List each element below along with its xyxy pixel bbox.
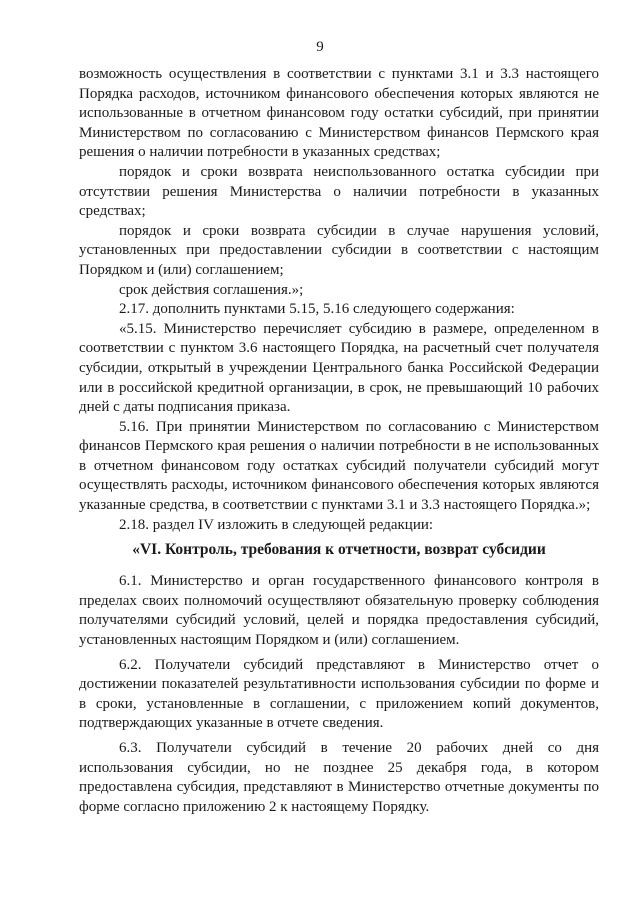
paragraph-continuation: возможность осуществления в соответствии с пунктами 3.1 и 3.3 настоящего Порядка расходов, источником финансового обеспечения которых являются не использованные в отчетном финансовом году остатки субсидий, при принятии Министерством по согласованию с Министерством финансов Пермского края решения о наличии потребности в указанных средствах; [79,66,599,161]
paragraph-clause-6-1: 6.1. Министерство и орган государственного финансового контроля в пределах своих полномочий осуществляют обязательную проверку соблюдения получателями субсидий условий, целей и порядка предоставления субсидий, установленных настоящим Порядком и (или) соглашением. [79,573,599,649]
paragraph-clause-5-16: 5.16. При принятии Министерством по согласованию с Министерством финансов Пермского края решения о наличии потребности в не использованных в отчетном финансовом году остатках субсидий получатели субсидий могут осуществлять расходы, источником финансового обеспечения которых являются указанные средства, в соответствии с пунктами 3.1 и 3.3 настоящего Порядка.»; [79,418,599,514]
paragraph-agreement-term: срок действия соглашения.»; [119,281,304,298]
document-body [79,65,599,817]
paragraph-clause-5-15: «5.15. Министерство перечисляет субсидию в размере, определенном в соответствии с пунктом 3.6 настоящего Порядка, на расчетный счет получателя субсидии, открытый в учреждении Центрального банка Российской Федерации или в российской кредитной организации, в срок, не превышающий 10 рабочих дней с даты подписания приказа. [79,320,599,416]
page-number: 9 [316,39,324,55]
paragraph-violation-return: порядок и сроки возврата субсидии в случае нарушения условий, установленных при предоставлении субсидии в соответствии с настоящим Порядком и (или) соглашением; [79,222,599,278]
paragraph-clause-6-2: 6.2. Получатели субсидий представляют в Министерство отчет о достижении показателей результативности использования субсидии по форме и в сроки, установленные в соглашении, с приложением копий документов, подтверждающих указанные в отчете сведения. [79,656,599,732]
section-heading: «VI. Контроль, требования к отчетности, возврат субсидии [132,541,546,559]
paragraph-clause-6-3: 6.3. Получатели субсидий в течение 20 рабочих дней со дня использования субсидии, но не позднее 25 декабря года, в котором предоставлена субсидия, представляют в Министерство отчетные документы по форме согласно приложению 2 к настоящему Порядку. [79,740,599,815]
paragraph-item-2-18: 2.18. раздел IV изложить в следующей редакции: [119,516,434,533]
paragraph-unused-balance-return: порядок и сроки возврата неиспользованного остатка субсидии при отсутствии решения Министерства о наличии потребности в указанных средствах; [79,163,599,220]
paragraph-item-2-17: 2.17. дополнить пунктами 5.15, 5.16 следующего содержания: [119,301,515,318]
